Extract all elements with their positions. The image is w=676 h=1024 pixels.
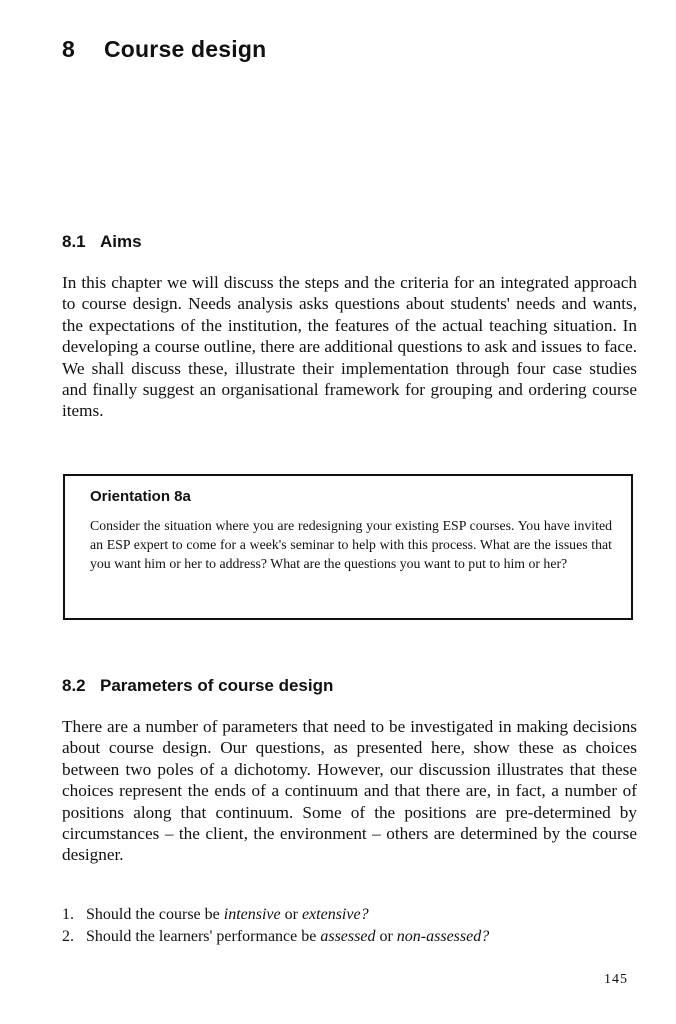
section-title: Parameters of course design: [100, 676, 334, 695]
question-number: 2.: [62, 928, 74, 945]
question-list: [62, 904, 637, 948]
section-number: 8.2: [62, 676, 86, 695]
question-connector: or: [280, 906, 302, 923]
section-heading-parameters: [62, 676, 333, 696]
question-end: ?: [481, 928, 490, 945]
orientation-title: Orientation 8a: [90, 488, 191, 505]
chapter-heading: [62, 36, 266, 63]
question-text: Should the learners' performance be: [86, 928, 321, 945]
chapter-number: 8: [62, 36, 75, 62]
chapter-title: Course design: [104, 36, 267, 62]
question-term: assessed: [320, 928, 376, 945]
question-term: non-assessed: [396, 928, 482, 945]
list-item: [62, 926, 637, 948]
section-number: 8.1: [62, 232, 86, 251]
question-term: intensive: [223, 906, 281, 923]
question-number: 1.: [62, 906, 74, 923]
orientation-body: Consider the situation where you are redesigning your existing ESP courses. You have invited an ESP expert to come for a week's seminar to help with this process. What are the issues that you want him or her to address? What are the questions you want to put to him or her?: [90, 518, 612, 571]
question-end: ?: [360, 906, 369, 923]
question-text: Should the course be: [86, 906, 224, 923]
list-item: [62, 904, 637, 926]
question-connector: or: [375, 928, 397, 945]
section-heading-aims: [62, 232, 142, 252]
parameters-paragraph: There are a number of parameters that need to be investigated in making decisions about course design. Our questions, as presented here, show these as choices between two poles of a dichotomy. However, our discussion illustrates that these choices represent the ends of a continuum and that there are, in fact, a number of positions along that continuum. Some of the positions are pre-determined by circumstances – the client, the environment – others are determined by the course designer.: [62, 717, 637, 865]
aims-paragraph: In this chapter we will discuss the steps and the criteria for an integrated approach to course design. Needs analysis asks questions about students' needs and wants, the expectations of the institution, the features of the actual teaching situation. In developing a course outline, there are additional questions to ask and issues to face. We shall discuss these, illustrate their implementation through four case studies and finally suggest an organisational framework for grouping and ordering course items.: [62, 273, 637, 421]
orientation-box: [63, 474, 633, 620]
question-term: extensive: [301, 906, 361, 923]
page-number: 145: [604, 972, 628, 987]
section-title: Aims: [100, 232, 142, 251]
